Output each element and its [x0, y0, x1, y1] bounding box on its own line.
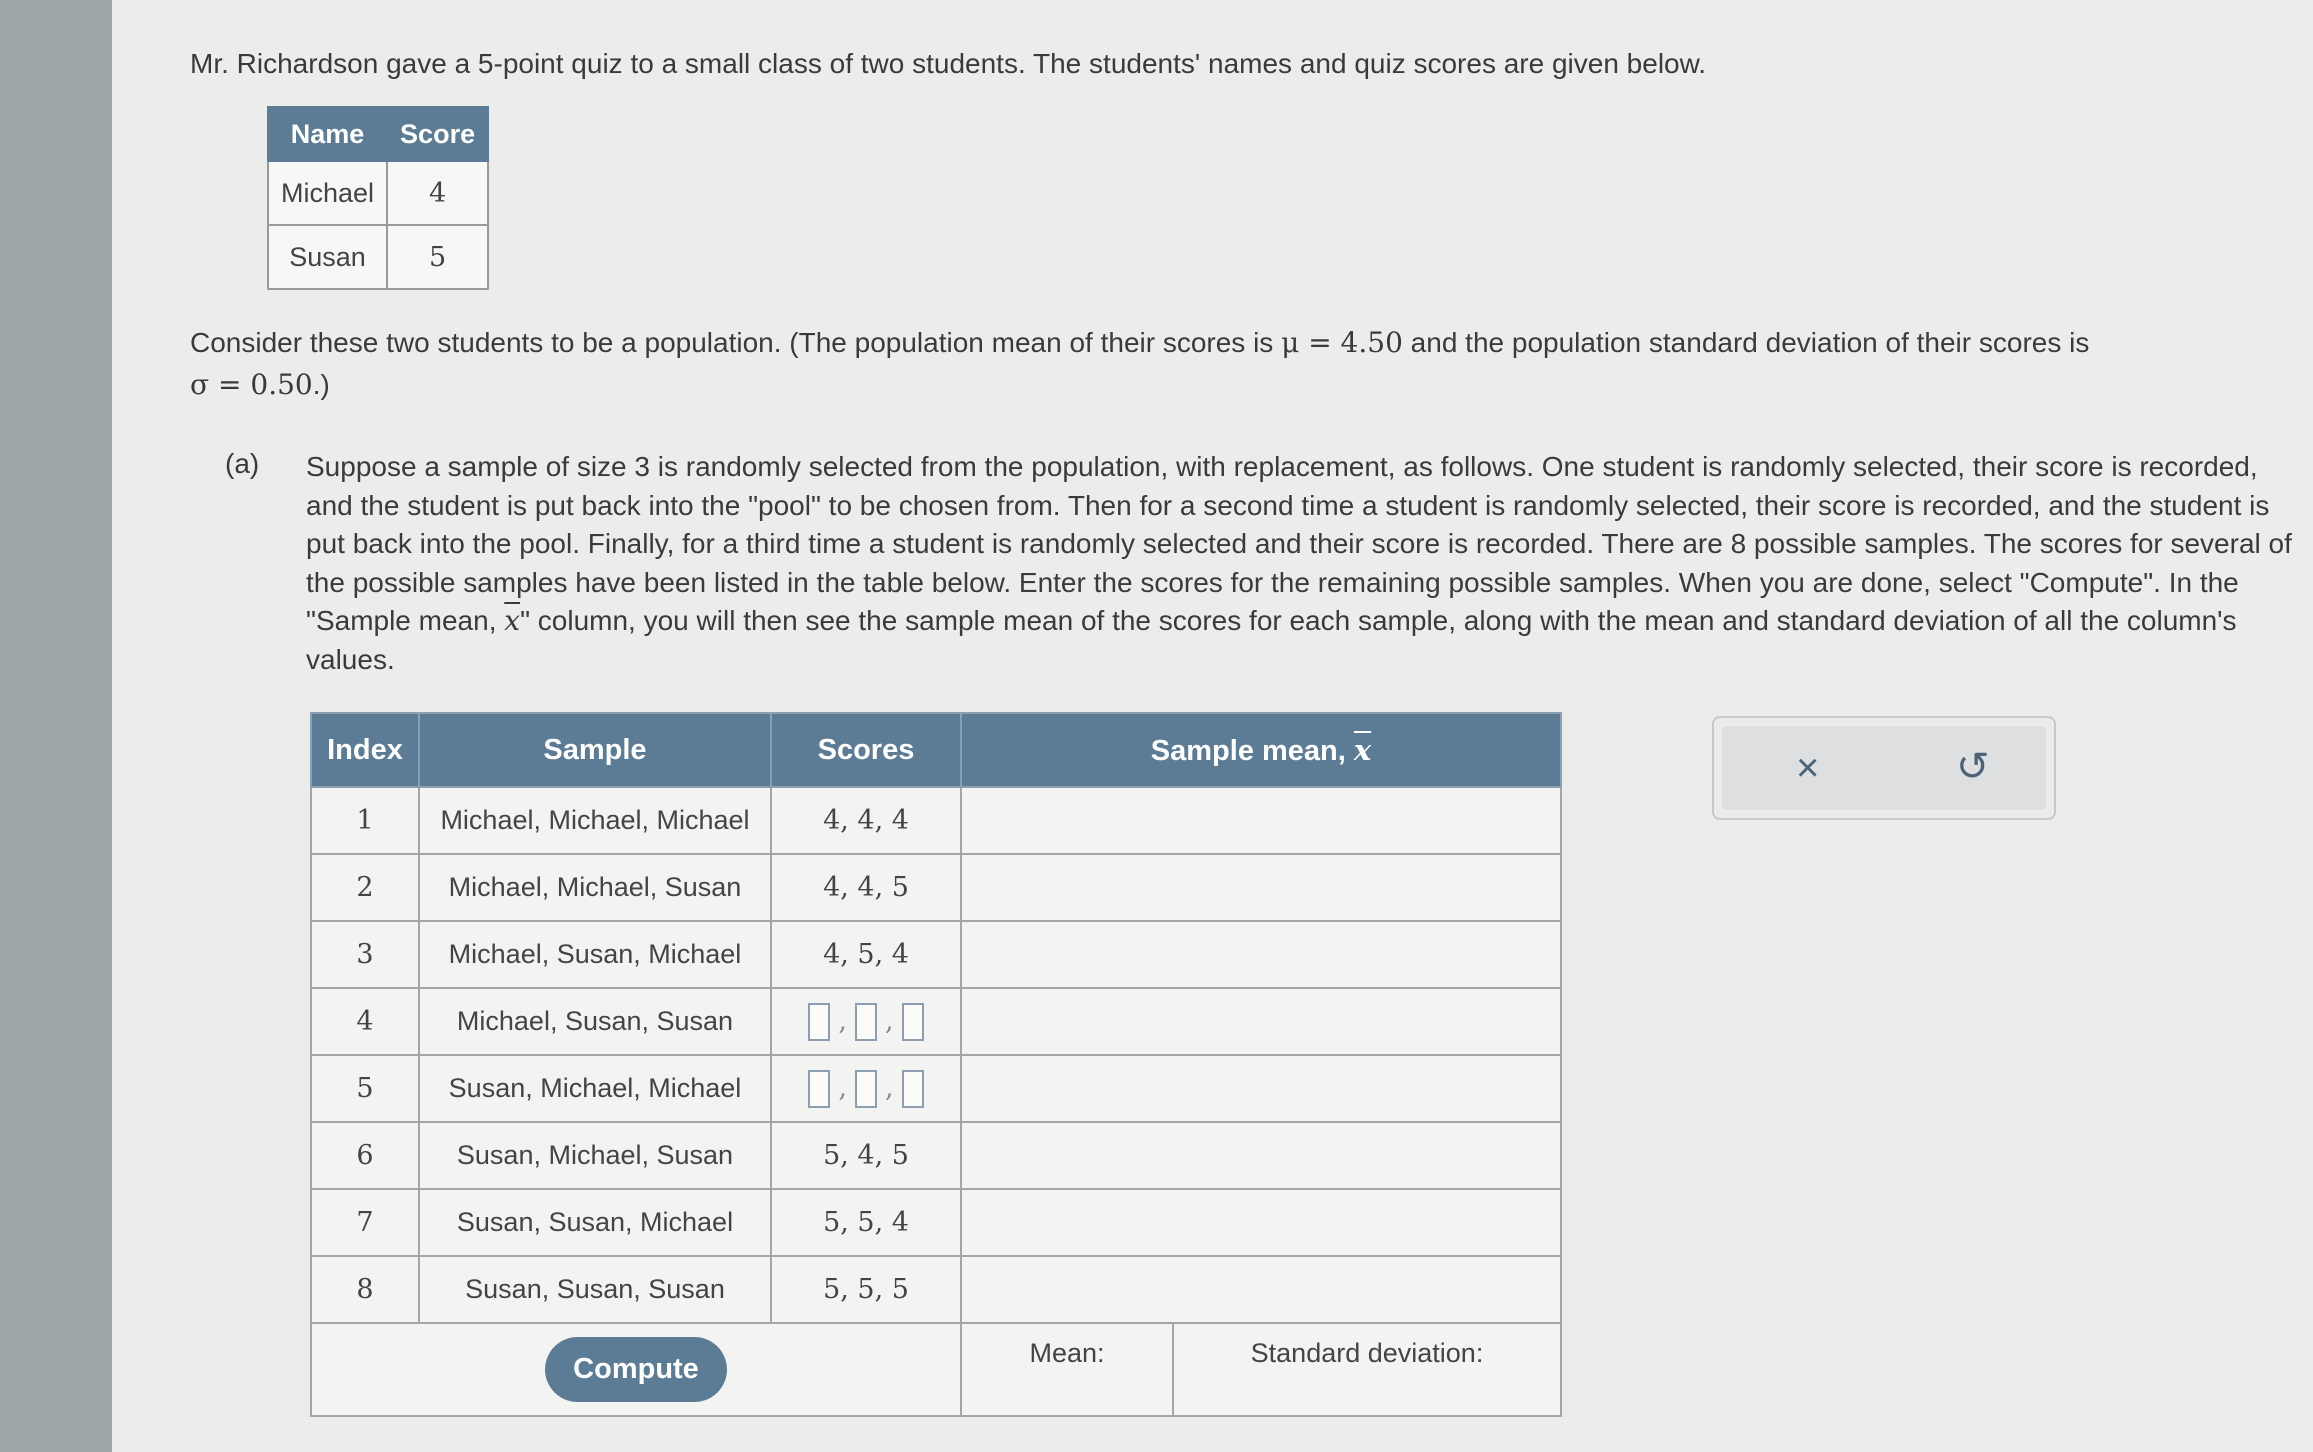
tools-inner — [1722, 726, 2046, 810]
part-a-text-2: " column, you will then see the sample mean of the scores for each sample, along with the mean and standard deviation of all the column's values. — [306, 605, 2237, 675]
row-index: 2 — [311, 854, 419, 921]
consider-text-1: Consider these two students to be a population. (The population mean of their scores is — [190, 327, 1282, 358]
standard-deviation-label: Standard deviation: — [1250, 1338, 1484, 1368]
row-index: 1 — [311, 787, 419, 854]
row-sample: Susan, Susan, Susan — [419, 1256, 771, 1323]
table-row — [268, 161, 488, 225]
scores-header: Scores — [771, 713, 961, 787]
row-sample: Susan, Michael, Susan — [419, 1122, 771, 1189]
row-sample: Michael, Susan, Susan — [419, 988, 771, 1055]
answer-tools-panel — [1712, 716, 2056, 820]
row-sample: Michael, Michael, Michael — [419, 787, 771, 854]
score-input-3[interactable] — [902, 1003, 924, 1041]
row-scores: 5, 4, 5 — [771, 1122, 961, 1189]
summary-cell — [961, 1323, 1561, 1416]
row-sample: Michael, Susan, Michael — [419, 921, 771, 988]
table-row — [311, 988, 1561, 1055]
sample-mean-header — [961, 713, 1561, 787]
row-scores: 4, 4, 5 — [771, 854, 961, 921]
consider-text-2: and the population standard deviation of their scores is — [1402, 327, 2090, 358]
name-header: Name — [268, 107, 387, 161]
clear-icon[interactable]: × — [1796, 746, 1820, 790]
row-sample-mean — [961, 988, 1561, 1055]
table-row — [311, 1189, 1561, 1256]
table-row — [268, 225, 488, 289]
student-scores-table — [267, 106, 489, 290]
table-row — [311, 1122, 1561, 1189]
score-separator: , — [885, 1005, 894, 1036]
intro-text: Mr. Richardson gave a 5-point quiz to a small class of two students. The students' names and quiz scores are given below. — [190, 48, 1707, 79]
table-row — [311, 1256, 1561, 1323]
student-name: Susan — [268, 225, 387, 289]
row-sample-mean — [961, 1189, 1561, 1256]
row-sample: Michael, Michael, Susan — [419, 854, 771, 921]
summary-table — [962, 1324, 1560, 1415]
student-name: Michael — [268, 161, 387, 225]
compute-cell — [311, 1323, 961, 1416]
table-row — [311, 921, 1561, 988]
index-header: Index — [311, 713, 419, 787]
score-separator: , — [838, 1072, 847, 1103]
score-header: Score — [387, 107, 488, 161]
population-mean: μ = 4.50 — [1281, 326, 1403, 359]
compute-button[interactable]: Compute — [545, 1337, 727, 1402]
mean-label: Mean: — [962, 1324, 1173, 1415]
row-index: 6 — [311, 1122, 419, 1189]
left-margin-strip — [0, 0, 112, 1452]
score-separator: , — [838, 1005, 847, 1036]
table-footer-row — [311, 1323, 1561, 1416]
row-sample: Susan, Michael, Michael — [419, 1055, 771, 1122]
problem-content — [112, 0, 2313, 1452]
row-scores: 4, 5, 4 — [771, 921, 961, 988]
part-a-label: (a) — [225, 448, 260, 479]
student-score: 5 — [387, 225, 488, 289]
score-input-2[interactable] — [855, 1070, 877, 1108]
row-scores: 4, 4, 4 — [771, 787, 961, 854]
population-sd: σ = 0.50 — [190, 368, 313, 401]
row-scores-inputs — [771, 988, 961, 1055]
part-a-text — [306, 448, 2311, 679]
sample-mean-header-text: Sample mean, — [1150, 734, 1354, 767]
row-index: 5 — [311, 1055, 419, 1122]
row-scores: 5, 5, 5 — [771, 1256, 961, 1323]
row-index: 3 — [311, 921, 419, 988]
score-input-2[interactable] — [855, 1003, 877, 1041]
score-input-3[interactable] — [902, 1070, 924, 1108]
row-index: 4 — [311, 988, 419, 1055]
table-row — [311, 787, 1561, 854]
row-scores-inputs — [771, 1055, 961, 1122]
row-scores: 5, 5, 4 — [771, 1189, 961, 1256]
row-sample-mean — [961, 787, 1561, 854]
table-row — [311, 1055, 1561, 1122]
samples-table — [310, 712, 1562, 1417]
row-index: 7 — [311, 1189, 419, 1256]
xbar-symbol: $\overline{x}$ — [1353, 732, 1372, 767]
population-description — [190, 322, 2290, 406]
row-index: 8 — [311, 1256, 419, 1323]
student-score: 4 — [387, 161, 488, 225]
score-input-1[interactable] — [808, 1070, 830, 1108]
row-sample-mean — [961, 854, 1561, 921]
undo-icon[interactable]: ↺ — [1956, 745, 1990, 789]
row-sample-mean — [961, 1122, 1561, 1189]
row-sample-mean — [961, 1055, 1561, 1122]
consider-text-3: .) — [312, 369, 330, 400]
xbar-symbol: $\overline{x}$ — [504, 604, 521, 637]
row-sample-mean — [961, 921, 1561, 988]
score-separator: , — [885, 1072, 894, 1103]
part-a-text-1: Suppose a sample of size 3 is randomly selected from the population, with replacement, as follows. One student is randomly selected, their score is recorded, and the student is put back into the "pool" to be chosen from. Then for a second time a student is randomly selected, their score is recorded, and the student is put back into the pool. Finally, for a third time a student is randomly selected and their score is recorded. There are 8 possible samples. The scores for several of the possible samples have been listed in the table below. Enter the scores for the remaining possible samples. When you are done, select "Compute". In the "Sample mean, — [306, 451, 2292, 636]
row-sample-mean — [961, 1256, 1561, 1323]
score-input-1[interactable] — [808, 1003, 830, 1041]
table-row — [311, 854, 1561, 921]
sample-header: Sample — [419, 713, 771, 787]
row-sample: Susan, Susan, Michael — [419, 1189, 771, 1256]
